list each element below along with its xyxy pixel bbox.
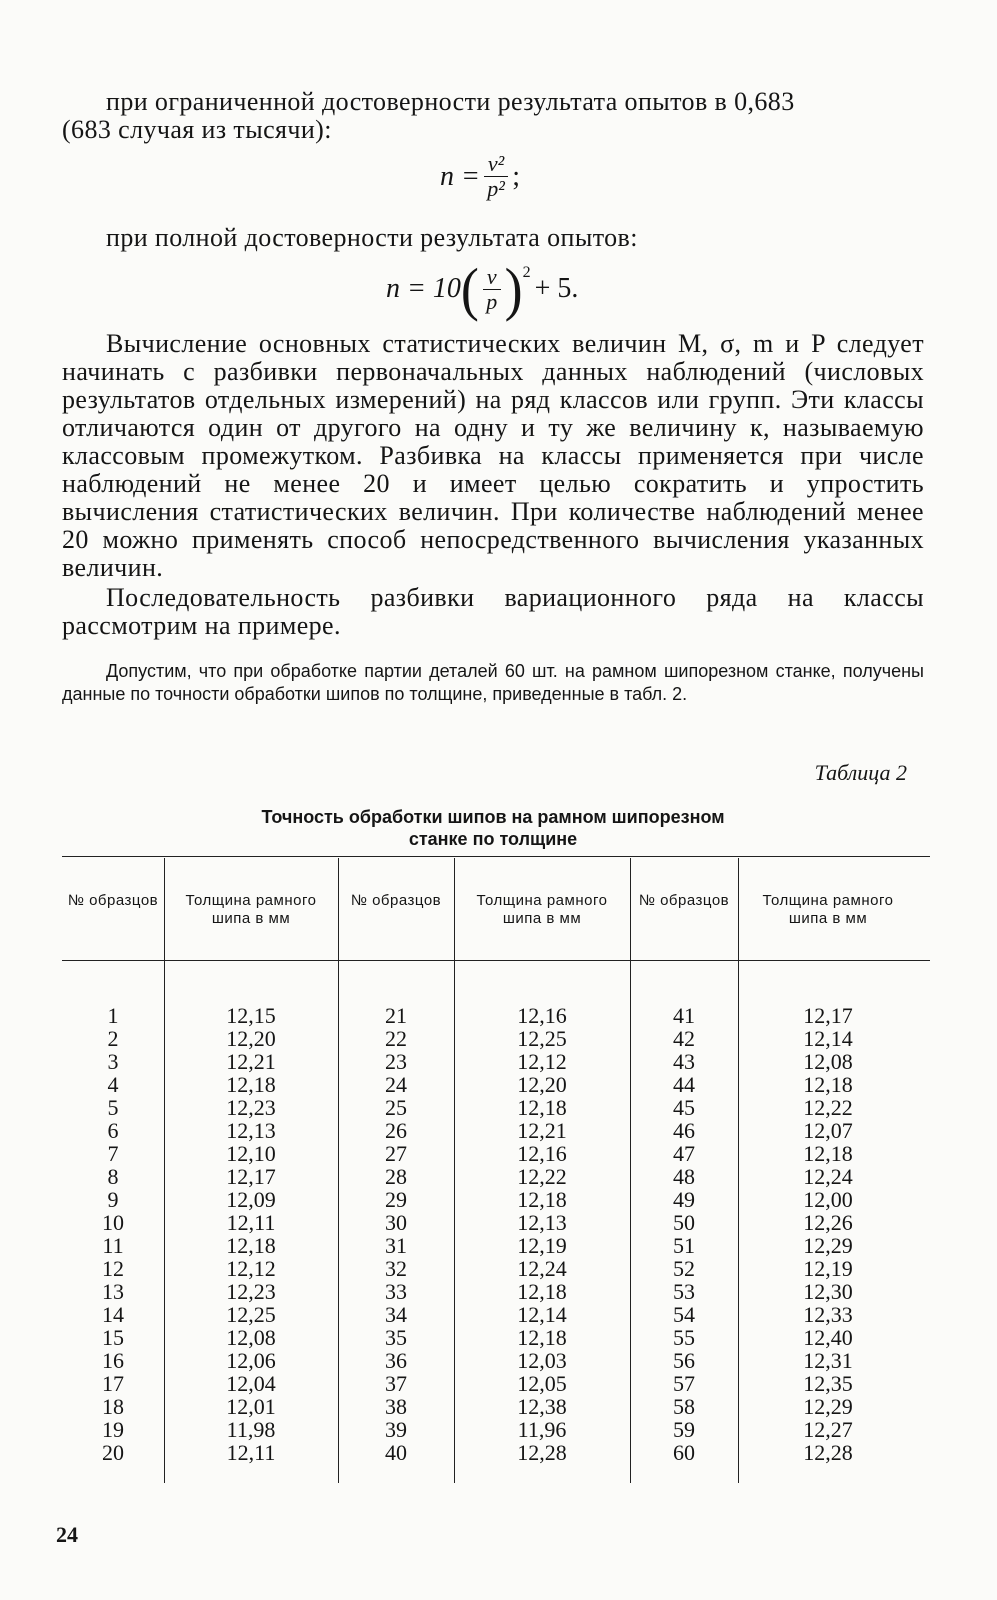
table-cell-thickness: 12,13	[517, 1210, 567, 1235]
table-cell-thickness: 12,12	[517, 1049, 567, 1074]
table-cell-sample-number: 31	[385, 1233, 407, 1258]
table-cell-sample-number: 33	[385, 1279, 407, 1304]
table-cell-thickness: 12,07	[803, 1118, 853, 1143]
table-cell-sample-number: 7	[107, 1141, 119, 1166]
example-text: Допустим, что при обработке партии деталей 60 шт. на рамном шипорезном станке, получены данные по точности обработки шипов по толщине, приведенные в табл. 2.	[62, 661, 924, 704]
table-cell-sample-number: 16	[102, 1348, 124, 1373]
table-cell-thickness: 12,23	[226, 1095, 276, 1120]
table-cell-thickness: 12,18	[517, 1187, 567, 1212]
table-cell-thickness: 12,18	[226, 1072, 276, 1097]
table-cell-sample-number: 39	[385, 1417, 407, 1442]
table-cell-thickness: 12,33	[803, 1302, 853, 1327]
table-cell-sample-number: 60	[673, 1440, 695, 1465]
full-reliability-text	[62, 224, 924, 252]
table-label: Таблица 2	[814, 760, 907, 785]
table-cell-sample-number: 1	[107, 1003, 119, 1028]
table-cell-thickness: 12,14	[517, 1302, 567, 1327]
formula1-lhs: n =	[440, 160, 480, 192]
table-cell-thickness: 12,08	[803, 1049, 853, 1074]
table-cell-thickness: 12,11	[226, 1440, 276, 1465]
table-cell-thickness: 12,04	[226, 1371, 276, 1396]
intro-line-2: (683 случая из тысячи):	[62, 115, 332, 144]
table-cell-thickness: 12,25	[226, 1302, 276, 1327]
table-cell-sample-number: 12	[102, 1256, 124, 1281]
table-cell-thickness: 12,24	[803, 1164, 853, 1189]
formula1-tail: ;	[512, 160, 521, 192]
table-cell-thickness: 12,30	[803, 1279, 853, 1304]
formula2-numerator: v	[483, 265, 501, 290]
table-cell-sample-number: 36	[385, 1348, 407, 1373]
table-cell-thickness: 12,16	[517, 1003, 567, 1028]
table-cell-sample-number: 45	[673, 1095, 695, 1120]
table-cell-thickness: 12,10	[226, 1141, 276, 1166]
table-cell-thickness: 12,18	[803, 1072, 853, 1097]
table-title	[62, 806, 924, 850]
header-thickness-1: Толщина рамного шипа в мм	[185, 892, 317, 927]
table-cell-thickness: 12,19	[803, 1256, 853, 1281]
formula2-right-paren: )	[504, 256, 523, 322]
table-top-rule	[62, 856, 930, 857]
formula2-left-paren: (	[460, 256, 479, 322]
table-cell-thickness: 12,31	[803, 1348, 853, 1373]
formula2-lhs: n = 10	[386, 273, 461, 304]
table-cell-thickness: 12,17	[803, 1003, 853, 1028]
table-cell-sample-number: 28	[385, 1164, 407, 1189]
table-cell-sample-number: 52	[673, 1256, 695, 1281]
column-sample-number-2	[338, 1004, 454, 1464]
table-cell-thickness: 12,35	[803, 1371, 853, 1396]
header-sample-number-1: № образцов	[67, 892, 159, 909]
table-cell-sample-number: 41	[673, 1003, 695, 1028]
table-cell-sample-number: 46	[673, 1118, 695, 1143]
table-cell-sample-number: 2	[107, 1026, 119, 1051]
table-cell-sample-number: 8	[107, 1164, 119, 1189]
table-cell-sample-number: 11	[102, 1233, 124, 1258]
column-sample-number-1	[62, 1004, 164, 1464]
formula2-tail: + 5.	[534, 273, 579, 304]
table-cell-sample-number: 26	[385, 1118, 407, 1143]
table-cell-thickness: 12,21	[517, 1118, 567, 1143]
table-cell-thickness: 12,18	[226, 1233, 276, 1258]
paragraph-statistics: Вычисление основных статистических величин M, σ, m и P следует начинать с разбивки первоначальных данных наблюдений (числовых результатов отдельных измерений) на ряд классов или групп. Эти классы отличаются один от другого на одну и ту же величину к, называемую классовым промежутком. Разбивка на классы применяется при числе наблюдений не менее 20 и имеет целью сократить и упростить вычисления статистических величин. При количестве наблюдений менее 20 можно применять способ непосредственного вычисления указанных величин.	[62, 329, 924, 582]
table-header-rule	[62, 960, 930, 961]
formula2-denominator: p	[486, 288, 498, 314]
table-cell-sample-number: 18	[102, 1394, 124, 1419]
table-cell-thickness: 12,38	[517, 1394, 567, 1419]
table-cell-sample-number: 49	[673, 1187, 695, 1212]
table-title-line-2: станке по толщине	[408, 829, 578, 849]
table-cell-sample-number: 20	[102, 1440, 124, 1465]
table-cell-sample-number: 3	[107, 1049, 119, 1074]
table-cell-sample-number: 21	[385, 1003, 407, 1028]
table-cell-sample-number: 22	[385, 1026, 407, 1051]
table-cell-sample-number: 34	[385, 1302, 407, 1327]
table-cell-thickness: 12,40	[803, 1325, 853, 1350]
table-cell-sample-number: 54	[673, 1302, 695, 1327]
table-cell-sample-number: 42	[673, 1026, 695, 1051]
table-cell-thickness: 12,24	[517, 1256, 567, 1281]
table-cell-sample-number: 5	[107, 1095, 119, 1120]
formula2-fraction	[483, 265, 501, 314]
table-cell-sample-number: 59	[673, 1417, 695, 1442]
column-thickness-2	[454, 1004, 630, 1464]
table-cell-sample-number: 35	[385, 1325, 407, 1350]
column-sample-number-3	[630, 1004, 738, 1464]
table-cell-thickness: 12,20	[226, 1026, 276, 1051]
column-thickness-1	[164, 1004, 338, 1464]
table-cell-thickness: 12,18	[517, 1095, 567, 1120]
table-cell-thickness: 12,29	[803, 1394, 853, 1419]
table-cell-sample-number: 51	[673, 1233, 695, 1258]
table-cell-sample-number: 58	[673, 1394, 695, 1419]
table-cell-sample-number: 30	[385, 1210, 407, 1235]
table-cell-thickness: 12,13	[226, 1118, 276, 1143]
formula-partial-reliability	[440, 152, 520, 201]
formula1-fraction	[484, 152, 508, 201]
table-cell-sample-number: 10	[102, 1210, 124, 1235]
table-cell-thickness: 12,28	[803, 1440, 853, 1465]
table-cell-thickness: 12,21	[226, 1049, 276, 1074]
intro-text	[62, 88, 924, 144]
intro-line-1: при ограниченной достоверности результата опытов в 0,683	[106, 87, 795, 116]
table-cell-sample-number: 43	[673, 1049, 695, 1074]
table-cell-thickness: 12,28	[517, 1440, 567, 1465]
table-cell-thickness: 12,14	[803, 1026, 853, 1051]
table-cell-sample-number: 13	[102, 1279, 124, 1304]
header-thickness-3: Толщина рамного шипа в мм	[762, 892, 894, 927]
table-cell-thickness: 12,01	[226, 1394, 276, 1419]
table-cell-thickness: 12,16	[517, 1141, 567, 1166]
table-cell-sample-number: 24	[385, 1072, 407, 1097]
paragraph-sequence: Последовательность разбивки вариационного ряда на классы рассмотрим на примере.	[62, 583, 924, 640]
table-title-line-1: Точность обработки шипов на рамном шипорезном	[261, 807, 725, 827]
table-cell-sample-number: 17	[102, 1371, 124, 1396]
table-cell-thickness: 12,22	[517, 1164, 567, 1189]
table-cell-sample-number: 6	[107, 1118, 119, 1143]
table-cell-sample-number: 44	[673, 1072, 695, 1097]
full-reliability-line: при полной достоверности результата опытов:	[106, 223, 638, 252]
table-cell-thickness: 12,17	[226, 1164, 276, 1189]
table-cell-thickness: 12,06	[226, 1348, 276, 1373]
table-cell-thickness: 11,98	[226, 1417, 276, 1442]
table-cell-sample-number: 47	[673, 1141, 695, 1166]
table-cell-thickness: 12,29	[803, 1233, 853, 1258]
table-cell-sample-number: 48	[673, 1164, 695, 1189]
formula2-exponent: 2	[522, 264, 531, 281]
table-cell-sample-number: 37	[385, 1371, 407, 1396]
header-thickness-2: Толщина рамного шипа в мм	[476, 892, 608, 927]
table-cell-sample-number: 9	[107, 1187, 119, 1212]
formula-full-reliability	[386, 256, 579, 322]
header-sample-number-3: № образцов	[638, 892, 730, 909]
table-cell-thickness: 11,96	[517, 1417, 567, 1442]
page-number: 24	[56, 1522, 78, 1547]
table-cell-thickness: 12,12	[226, 1256, 276, 1281]
table-cell-sample-number: 55	[673, 1325, 695, 1350]
table-cell-thickness: 12,18	[517, 1325, 567, 1350]
table-cell-thickness: 12,15	[226, 1003, 276, 1028]
table-cell-sample-number: 56	[673, 1348, 695, 1373]
table-cell-sample-number: 15	[102, 1325, 124, 1350]
table-cell-thickness: 12,19	[517, 1233, 567, 1258]
table-cell-thickness: 12,18	[517, 1279, 567, 1304]
table-cell-thickness: 12,08	[226, 1325, 276, 1350]
table-cell-thickness: 12,05	[517, 1371, 567, 1396]
table-cell-sample-number: 40	[385, 1440, 407, 1465]
table-cell-sample-number: 19	[102, 1417, 124, 1442]
table-cell-thickness: 12,23	[226, 1279, 276, 1304]
table-cell-sample-number: 14	[102, 1302, 124, 1327]
table-cell-sample-number: 57	[673, 1371, 695, 1396]
table-cell-thickness: 12,03	[517, 1348, 567, 1373]
table-cell-thickness: 12,22	[803, 1095, 853, 1120]
table-cell-thickness: 12,25	[517, 1026, 567, 1051]
table-cell-sample-number: 32	[385, 1256, 407, 1281]
header-sample-number-2: № образцов	[350, 892, 442, 909]
table-cell-sample-number: 23	[385, 1049, 407, 1074]
table-cell-thickness: 12,18	[803, 1141, 853, 1166]
table-cell-sample-number: 29	[385, 1187, 407, 1212]
formula1-numerator: v²	[484, 152, 508, 177]
table-cell-thickness: 12,27	[803, 1417, 853, 1442]
table-cell-thickness: 12,00	[803, 1187, 853, 1212]
table-cell-sample-number: 38	[385, 1394, 407, 1419]
table-cell-thickness: 12,20	[517, 1072, 567, 1097]
column-thickness-3	[738, 1004, 918, 1464]
table-cell-sample-number: 27	[385, 1141, 407, 1166]
formula1-denominator: p²	[487, 176, 505, 201]
table-cell-sample-number: 53	[673, 1279, 695, 1304]
table-cell-thickness: 12,09	[226, 1187, 276, 1212]
table-cell-sample-number: 50	[673, 1210, 695, 1235]
table-cell-sample-number: 4	[107, 1072, 119, 1097]
table-cell-thickness: 12,26	[803, 1210, 853, 1235]
table-cell-sample-number: 25	[385, 1095, 407, 1120]
table-cell-thickness: 12,11	[226, 1210, 276, 1235]
